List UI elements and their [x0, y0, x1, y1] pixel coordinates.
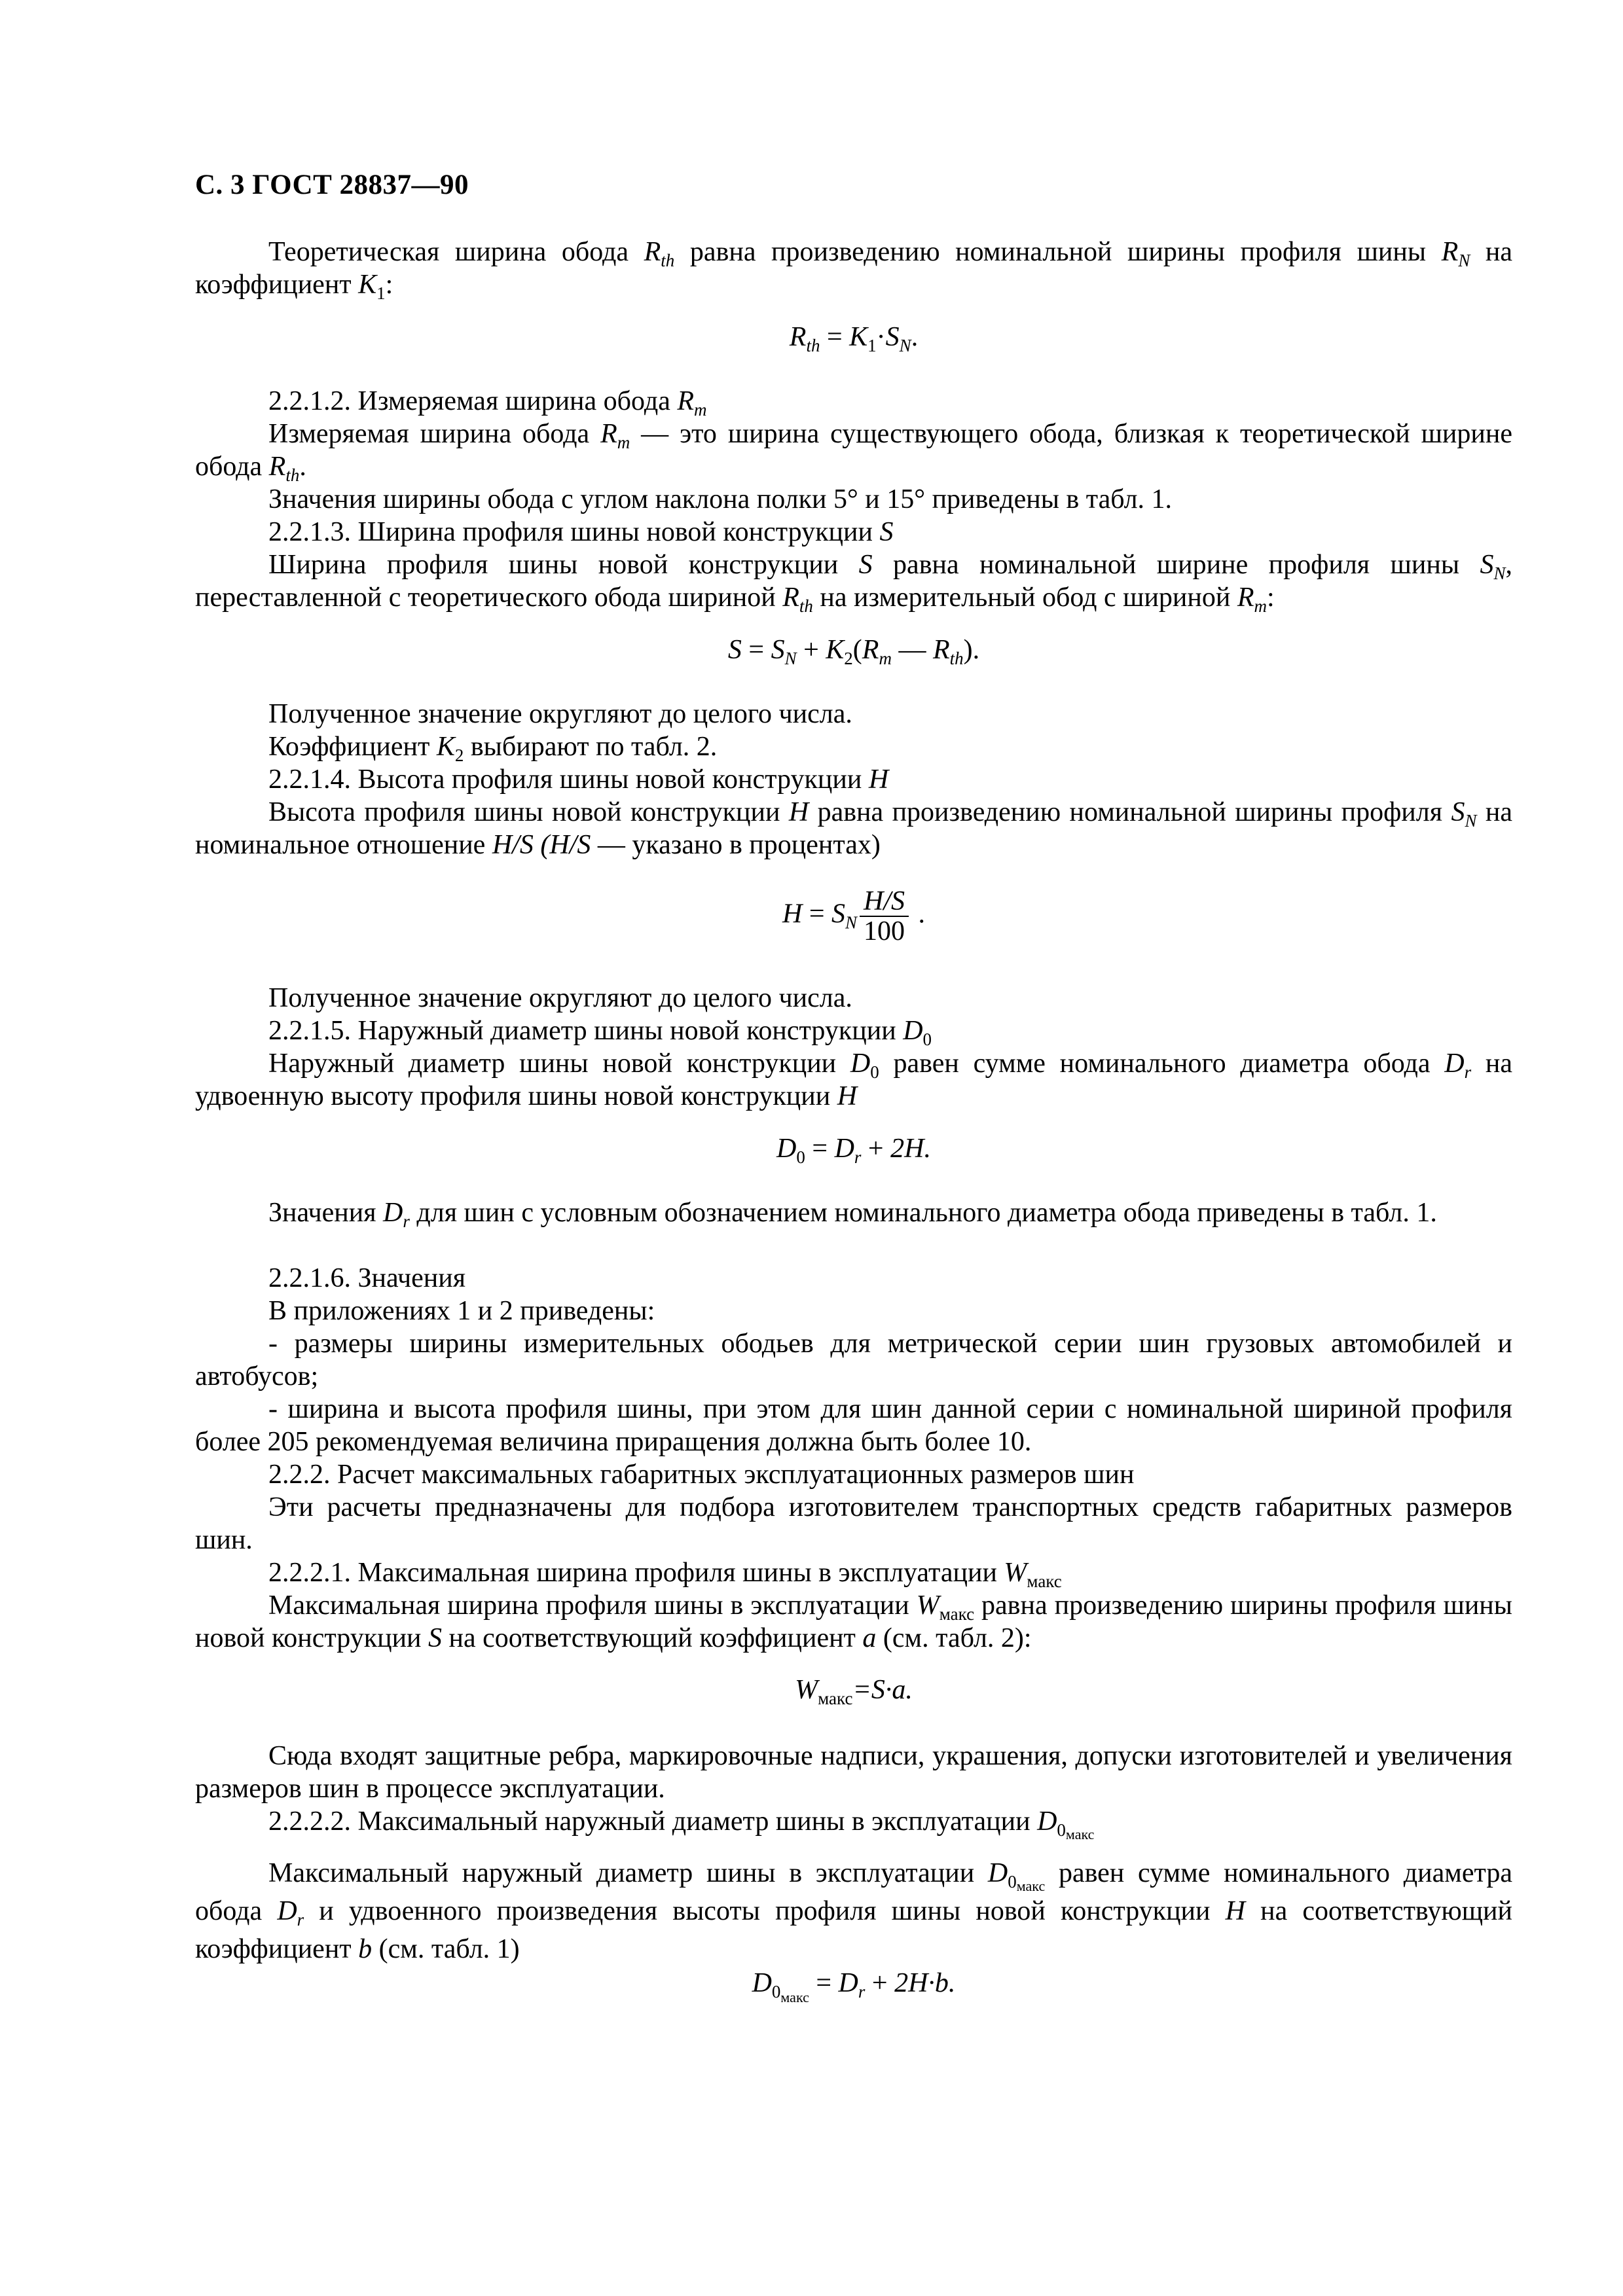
section-222-title: 2.2.2. Расчет максимальных габаритных эксплуатационных размеров шин [268, 1460, 1135, 1490]
section-2221-note: Сюда входят защитные ребра, маркировочные надписи, украшения, допуски изготовителей и увеличения размеров шин в процессе эксплуатации. [195, 1741, 1512, 1804]
list-item-profile-sizes: - ширина и высота профиля шины, при этом для шин данной серии с номинальной шириной профиля более 205 рекомендуемая величина приращения должна быть более 10. [195, 1394, 1512, 1457]
section-2212-title: 2.2.1.2. Измеряемая ширина обода $R_m$ [268, 386, 707, 420]
formula-s: $S = S_N + K_2(R_m$ — $R_{th}$). [727, 635, 980, 668]
section-2216-intro: В приложениях 1 и 2 приведены: [268, 1296, 655, 1326]
section-2221-paragraph: Максимальная ширина профиля шины в эксплуатации $W_{макс}$ равна произведению ширины профиля шины новой конструкции S на соответствующий коэффициент a (см. табл. 2): [195, 1590, 1512, 1653]
section-2216-title: 2.2.1.6. Значения [268, 1263, 466, 1293]
rounding-note-2: Полученное значение округляют до целого числа. [268, 983, 852, 1013]
k2-note: Коэффициент $K_2$ выбирают по табл. 2. [268, 732, 718, 765]
section-2214-paragraph: Высота профиля шины новой конструкции H равна произведению номинальной ширины профиля $S_N$ на номинальное отношение H/S (H/S — указано в процентах) [195, 797, 1512, 860]
section-2215-paragraph: Наружный диаметр шины новой конструкции $D_0$ равен сумме номинального диаметра обода $D_r$ на удвоенную высоту профиля шины новой конструкции H [195, 1049, 1512, 1111]
page-header: С. 3 ГОСТ 28837—90 [195, 170, 469, 200]
formula-rth: $R_{th} = K_1\cdot S_N$. [789, 322, 919, 355]
document-page [195, 0, 1512, 2296]
formula-wmaks: $W_{макс}=S\cdot a$. [795, 1675, 913, 1708]
dr-values-note: Значения $D_r$ для шин с условным обозначением номинального диаметра обода приведены в табл. 1. [268, 1198, 1437, 1231]
formula-d0maks: $D_{0макс} = D_r + 2H\cdot b$. [752, 1968, 956, 2005]
section-2212-paragraph: Измеряемая ширина обода $R_m$ — это ширина существующего обода, близкая к теоретической ширине обода $R_{th}$. [195, 419, 1512, 485]
fraction-hs-100: $\frac{H/S}{100}$ [860, 887, 909, 946]
section-222-paragraph: Эти расчеты предназначены для подбора изготовителем транспортных средств габаритных размеров шин. [195, 1492, 1512, 1555]
formula-h: $H = S_N$ $\frac{H/S}{100}$ . [782, 886, 926, 946]
section-2212-note: Значения ширины обода с углом наклона полки 5° и 15° приведены в табл. 1. [268, 484, 1173, 514]
list-item-rim-widths: - размеры ширины измерительных ободьев для метрической серии шин грузовых автомобилей и автобусов; [195, 1329, 1512, 1391]
section-2215-title: 2.2.1.5. Наружный диаметр шины новой конструкции $D_0$ [268, 1016, 932, 1049]
section-2222-title: 2.2.2.2. Максимальный наружный диаметр шины в эксплуатации $D_{0макс}$ [268, 1806, 1095, 1842]
formula-d0: $D_0 = D_r + 2H$. [776, 1134, 931, 1167]
rounding-note-1: Полученное значение округляют до целого числа. [268, 699, 852, 729]
section-2221-title: 2.2.2.1. Максимальная ширина профиля шины в эксплуатации $W_{макс}$ [268, 1558, 1062, 1591]
section-2214-title: 2.2.1.4. Высота профиля шины новой конструкции H [268, 764, 889, 795]
section-2213-paragraph: Ширина профиля шины новой конструкции S равна номинальной ширине профиля шины $S_N$, переставленной с теоретического обода шириной $R_{th}$ на измерительный обод с шириной $R_m$: [195, 550, 1513, 616]
paragraph-theoretical-width: Теоретическая ширина обода $R_{th}$ равна произведению номинальной ширины профиля шины $R_N$ на коэффициент $K_1$: [195, 237, 1513, 303]
section-2213-title: 2.2.1.3. Ширина профиля шины новой конструкции S [268, 517, 894, 547]
section-2222-paragraph: Максимальный наружный диаметр шины в эксплуатации $D_{0макс}$ равен сумме номинального диаметра обода $D_r$ и удвоенного произведения высоты профиля шины новой конструкции H на соответствующий коэффициент b (см. табл. 1) [195, 1858, 1512, 1964]
